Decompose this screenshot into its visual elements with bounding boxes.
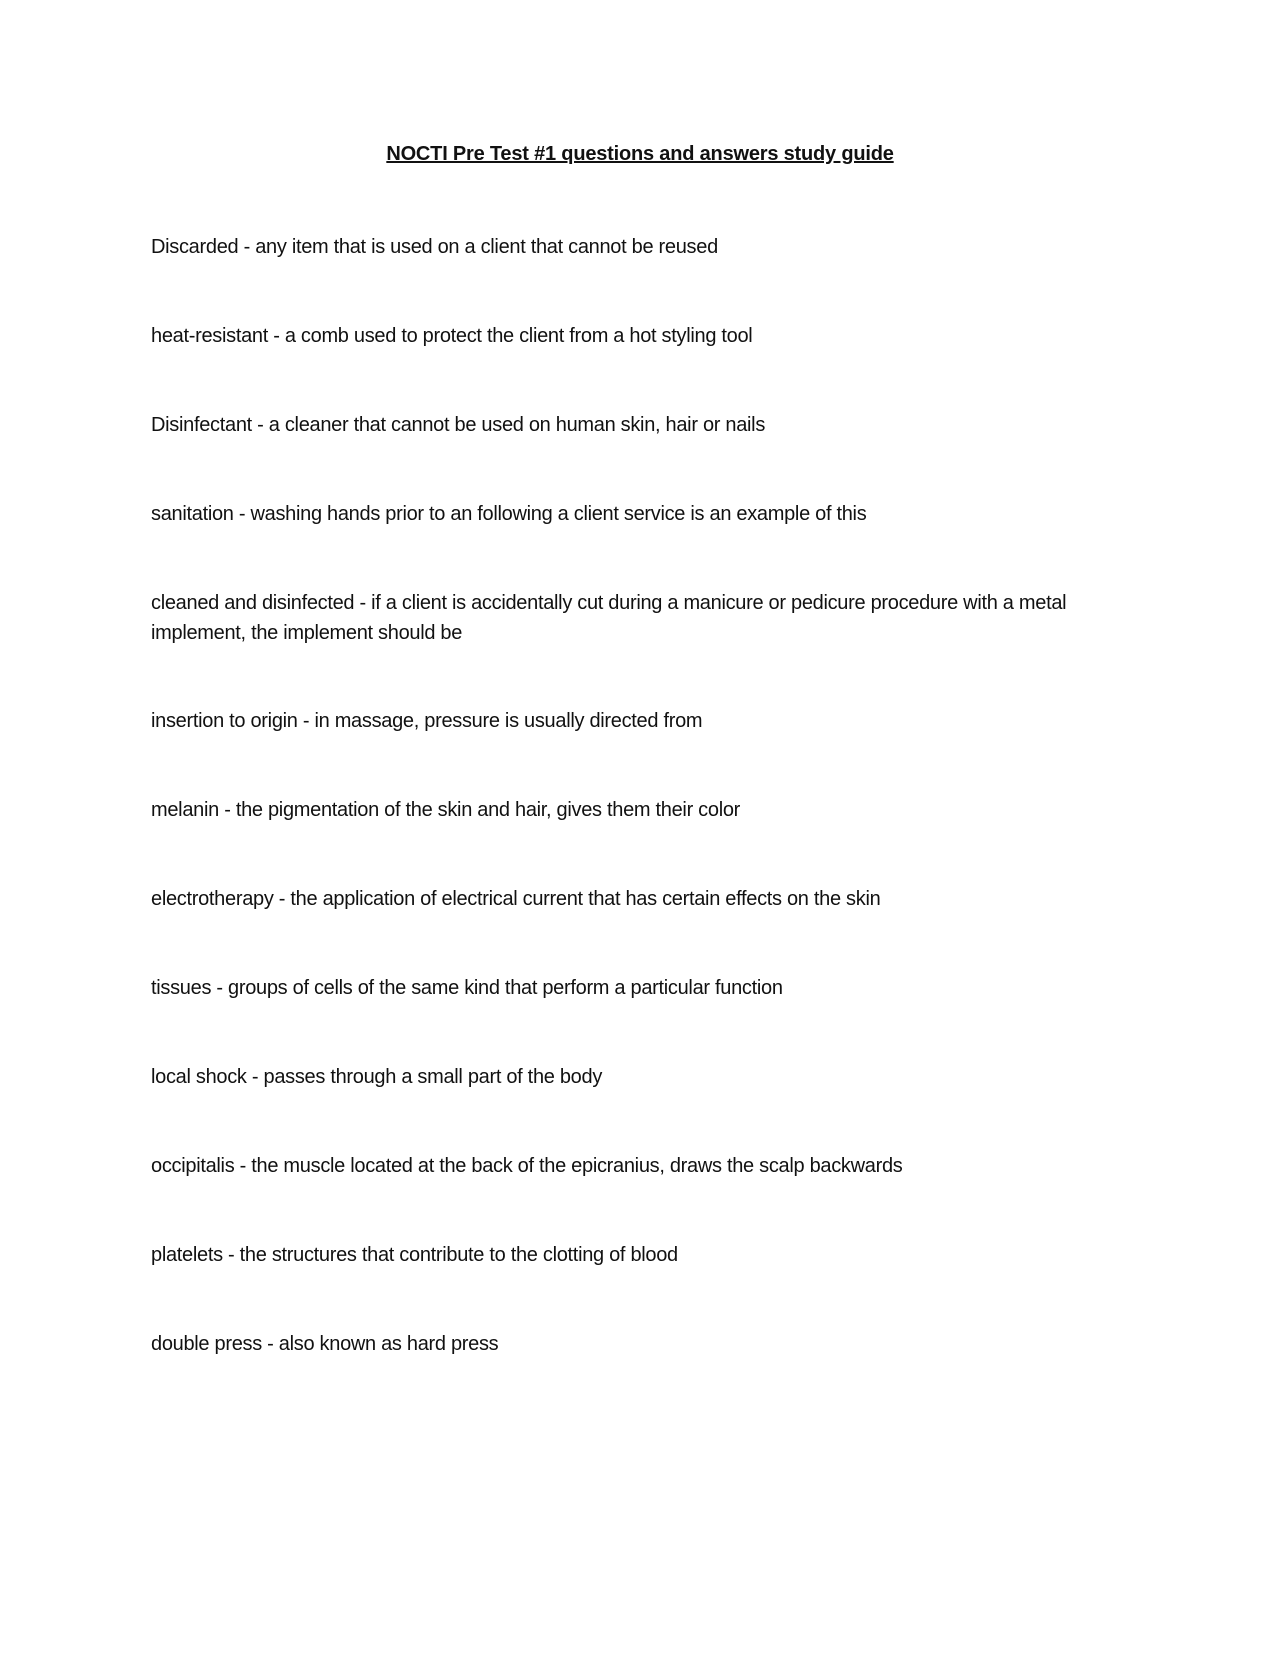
entry-item: heat-resistant - a comb used to protect the client from a hot styling tool — [151, 325, 753, 347]
document-title: NOCTI Pre Test #1 questions and answers study guide — [386, 143, 894, 165]
entry-item: insertion to origin - in massage, pressure is usually directed from — [151, 710, 703, 732]
entry-item: cleaned and disinfected - if a client is accidentally cut during a manicure or pedicure procedure with a metal implement, the implement should be — [151, 592, 1067, 644]
entry-item: melanin - the pigmentation of the skin and hair, gives them their color — [151, 799, 741, 821]
entry-item: electrotherapy - the application of electrical current that has certain effects on the skin — [151, 888, 881, 910]
entry-item: Disinfectant - a cleaner that cannot be used on human skin, hair or nails — [151, 414, 766, 436]
entry-item: local shock - passes through a small part of the body — [151, 1066, 603, 1088]
entry-item: occipitalis - the muscle located at the back of the epicranius, draws the scalp backwards — [151, 1155, 903, 1177]
entry-item: platelets - the structures that contribute to the clotting of blood — [151, 1244, 678, 1266]
entry-item: Discarded - any item that is used on a client that cannot be reused — [151, 236, 718, 258]
entry-item: tissues - groups of cells of the same kind that perform a particular function — [151, 977, 783, 999]
entry-item: sanitation - washing hands prior to an following a client service is an example of this — [151, 503, 867, 525]
entry-item: double press - also known as hard press — [151, 1333, 499, 1355]
